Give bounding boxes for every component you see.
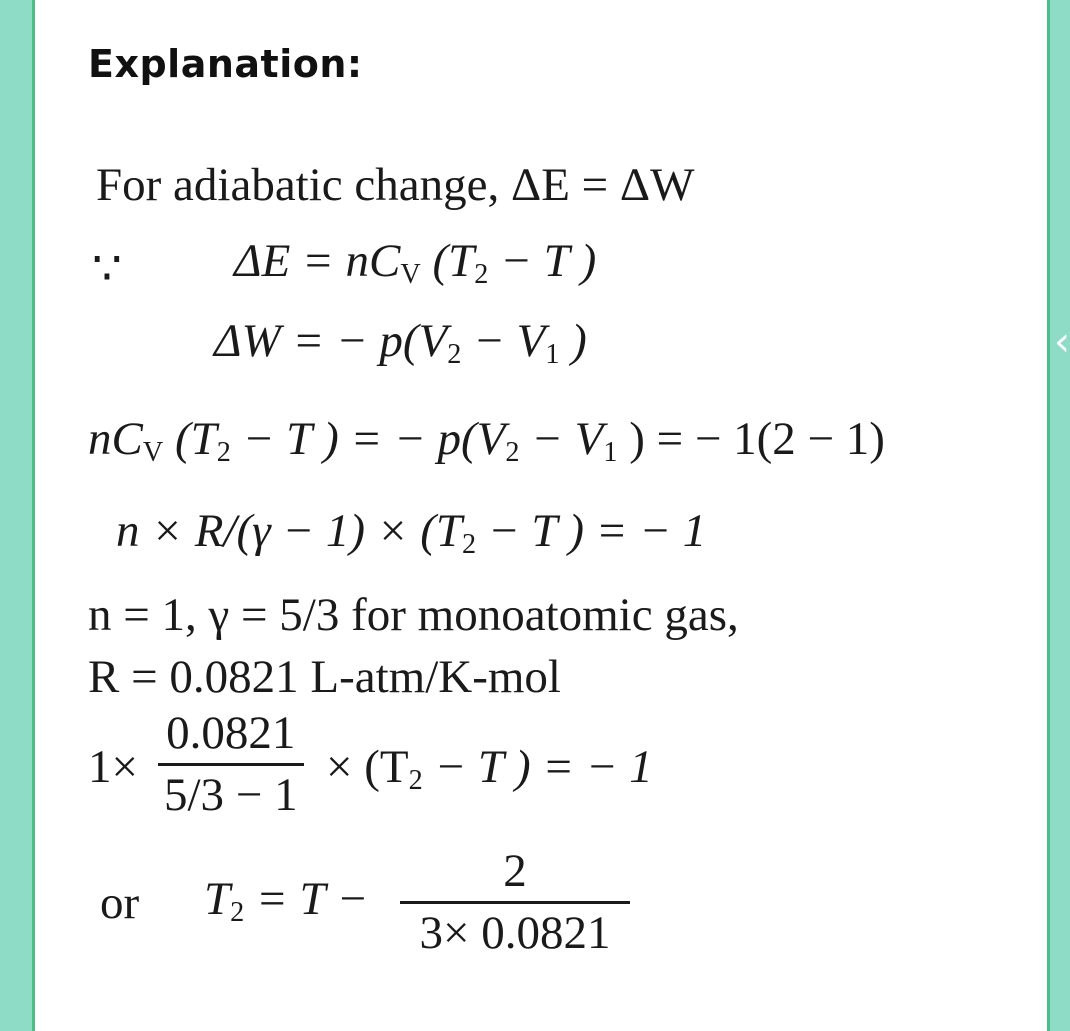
l8-a: × (T [326, 741, 409, 793]
l2-rest: (T [420, 235, 475, 287]
result-numerator: 2 [503, 845, 527, 897]
or-label: or [100, 877, 140, 929]
l4-b: (T [163, 413, 217, 465]
l4-c-sub: 2 [505, 437, 520, 469]
equation-line-4 [88, 413, 885, 469]
equation-line-8-suffix [326, 741, 653, 797]
l9-sub: 2 [230, 897, 245, 929]
equation-line-6: n = 1, γ = 5/3 for monoatomic gas, [88, 589, 739, 641]
equation-line-9 [204, 873, 369, 929]
l4-d: − V [519, 413, 604, 465]
fraction-denominator: 5/3 − 1 [158, 763, 304, 819]
l4-a: nC [88, 413, 143, 465]
equation-line-7: R = 0.0821 L-atm/K-mol [88, 651, 561, 703]
equation-line-3 [214, 315, 587, 371]
l2-sub2: 2 [474, 259, 489, 291]
therefore-symbol: ∵ [92, 243, 122, 295]
l2-a: ΔE = nC [234, 235, 401, 287]
l4-c: − T ) = − p(V [230, 413, 506, 465]
fraction-numerator: 0.0821 [166, 707, 296, 759]
l8-b: − T ) = − 1 [422, 741, 653, 793]
l5-a-sub: 2 [462, 529, 477, 561]
equation-line-2 [234, 235, 597, 291]
chevron-left-icon[interactable]: ‹ [1054, 319, 1070, 365]
l3-a: ΔW = − p(V [214, 315, 448, 367]
l5-b: − T ) = − 1 [476, 505, 707, 557]
l2-sub: V [400, 259, 421, 291]
fraction-result [400, 845, 630, 959]
explanation-heading: Explanation: [88, 42, 363, 86]
l2-end: − T ) [488, 235, 597, 287]
equation-line-8-prefix: 1× [88, 741, 139, 793]
l4-e: ) = − 1(2 − 1) [617, 413, 885, 465]
l9-a: T [204, 873, 231, 925]
equation-line-5 [116, 505, 707, 561]
l3-sub2: 1 [545, 339, 560, 371]
result-denominator: 3× 0.0821 [400, 901, 630, 957]
l4-a-sub: V [142, 437, 164, 469]
l9-b: = T − [244, 873, 369, 925]
l3-mid: − V [461, 315, 546, 367]
equation-line-1: For adiabatic change, ΔE = ΔW [96, 159, 695, 211]
l3-end: ) [559, 315, 587, 367]
l4-d-sub: 1 [603, 437, 618, 469]
l4-b-sub: 2 [216, 437, 231, 469]
fraction-gas-constant [158, 707, 304, 821]
l8-sub: 2 [408, 765, 423, 797]
l5-a: n × R/(γ − 1) × (T [116, 505, 463, 557]
l3-sub: 2 [447, 339, 462, 371]
